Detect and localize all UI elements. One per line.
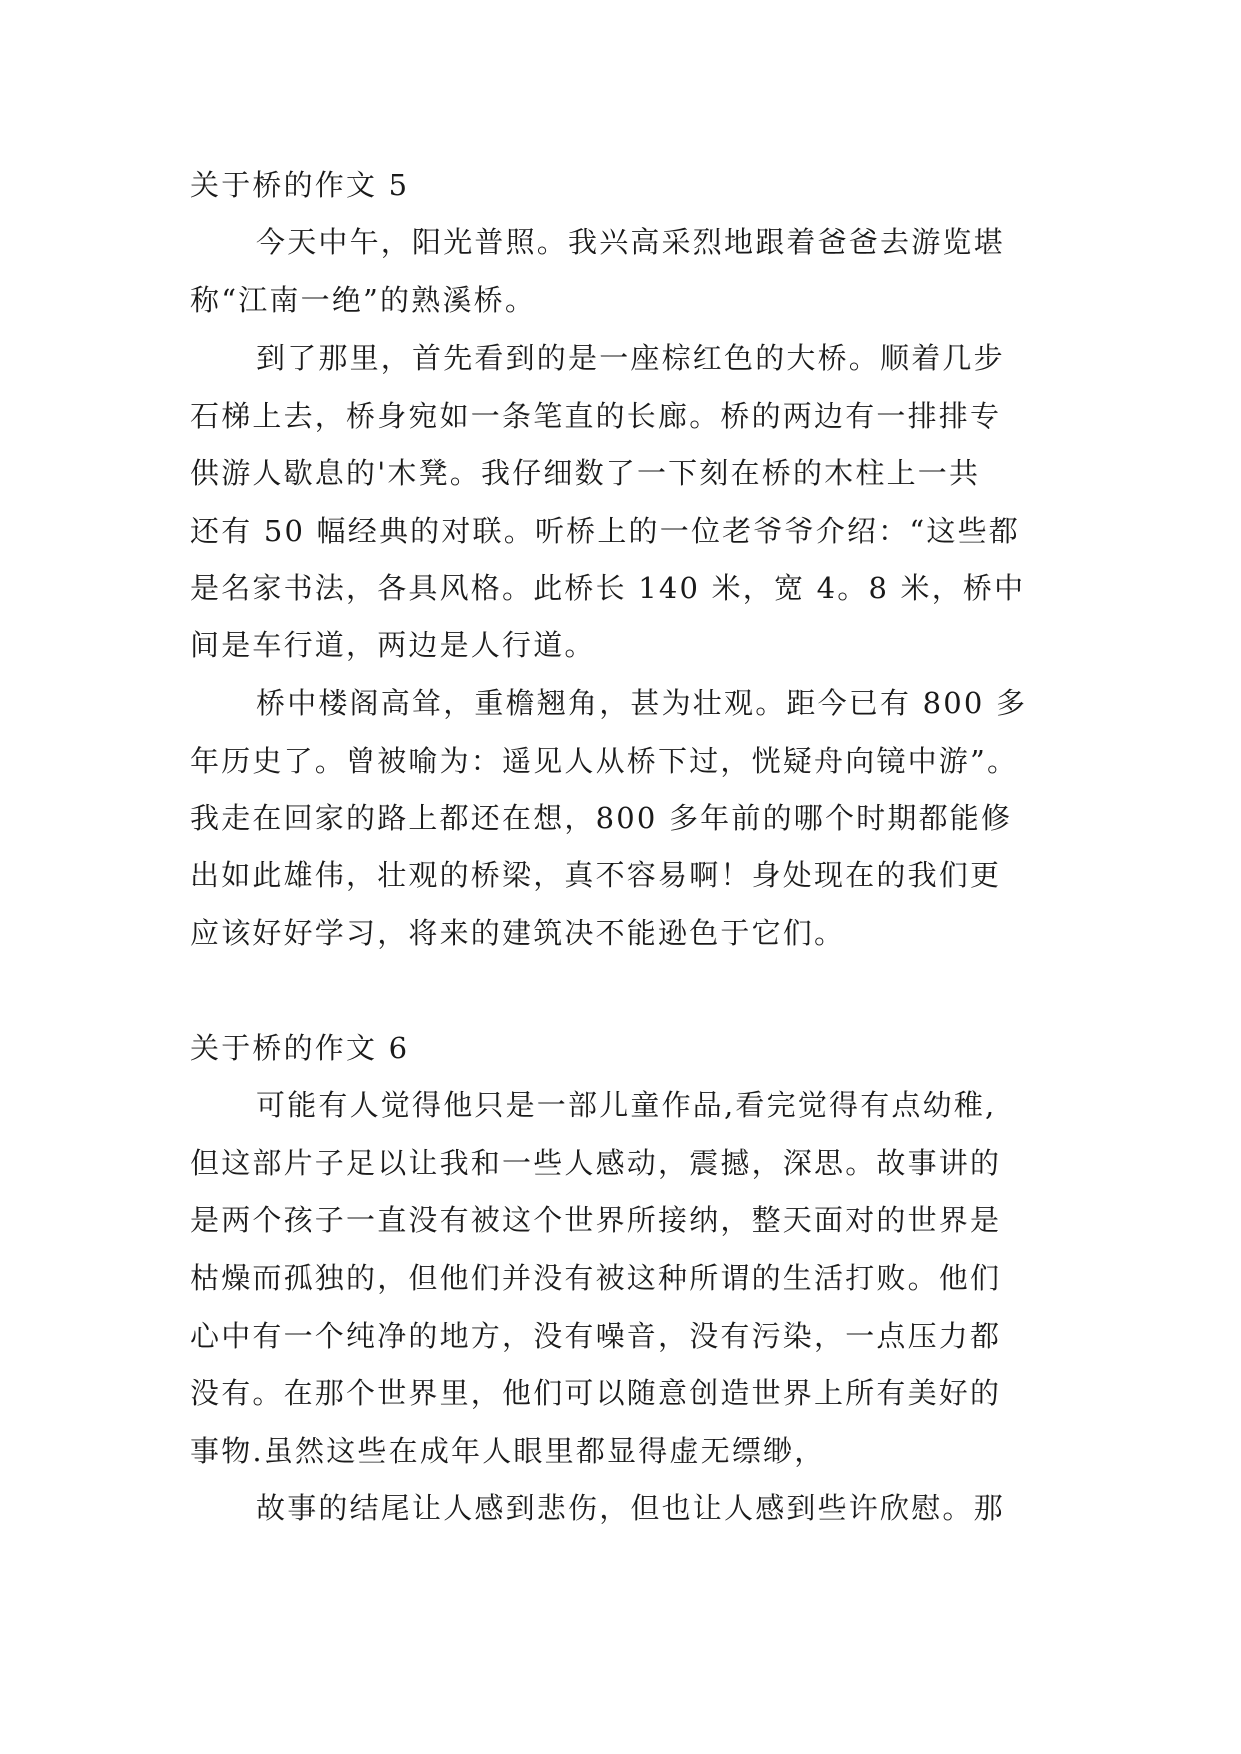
- essay-5-line: 我走在回家的路上都还在想，800 多年前的哪个时期都能修: [190, 801, 1013, 835]
- essay-5-line: 间是车行道，两边是人行道。: [190, 628, 596, 662]
- essay-6-line: 是两个孩子一直没有被这个世界所接纳，整天面对的世界是: [190, 1203, 1002, 1237]
- essay-5-line: 年历史了。曾被喻为：遥见人从桥下过，恍疑舟向镜中游”。: [190, 744, 1019, 778]
- essay-6-title: 关于桥的作文 6: [190, 1031, 410, 1065]
- essay-6-line: 但这部片子足以让我和一些人感动，震撼，深思。故事讲的: [190, 1146, 1002, 1180]
- essay-6-line: 事物.虽然这些在成年人眼里都显得虚无缥缈，: [190, 1434, 826, 1468]
- essay-6-line: 没有。在那个世界里，他们可以随意创造世界上所有美好的: [190, 1376, 1002, 1410]
- essay-5-line: 是名家书法，各具风格。此桥长 140 米，宽 4。8 米，桥中: [190, 571, 1026, 605]
- essay-5-line: 供游人歇息的'木凳。我仔细数了一下刻在桥的木柱上一共: [190, 456, 981, 490]
- essay-5-line: 桥中楼阁高耸，重檐翘角，甚为壮观。距今已有 800 多: [256, 686, 1028, 720]
- essay-6-line: 故事的结尾让人感到悲伤，但也让人感到些许欣慰。那: [256, 1491, 1005, 1525]
- essay-5-line: 石梯上去，桥身宛如一条笔直的长廊。桥的两边有一排排专: [190, 399, 1002, 433]
- essay-5-line: 称“江南一绝”的熟溪桥。: [190, 283, 537, 317]
- essay-5-line: 今天中午，阳光普照。我兴高采烈地跟着爸爸去游览堪: [256, 225, 1005, 259]
- essay-6-line: 心中有一个纯净的地方，没有噪音，没有污染，一点压力都: [190, 1319, 1002, 1353]
- essay-5-line: 还有 50 幅经典的对联。听桥上的一位老爷爷介绍：“这些都: [190, 514, 1020, 548]
- essay-5-line: 应该好好学习，将来的建筑决不能逊色于它们。: [190, 916, 846, 950]
- essay-5-title: 关于桥的作文 5: [190, 168, 410, 202]
- essay-5-line: 出如此雄伟，壮观的桥梁，真不容易啊！身处现在的我们更: [190, 858, 1002, 892]
- essay-5-line: 到了那里，首先看到的是一座棕红色的大桥。顺着几步: [256, 341, 1005, 375]
- essay-6-line: 枯燥而孤独的，但他们并没有被这种所谓的生活打败。他们: [190, 1261, 1002, 1295]
- essay-6-line: 可能有人觉得他只是一部儿童作品,看完觉得有点幼稚,: [256, 1088, 997, 1122]
